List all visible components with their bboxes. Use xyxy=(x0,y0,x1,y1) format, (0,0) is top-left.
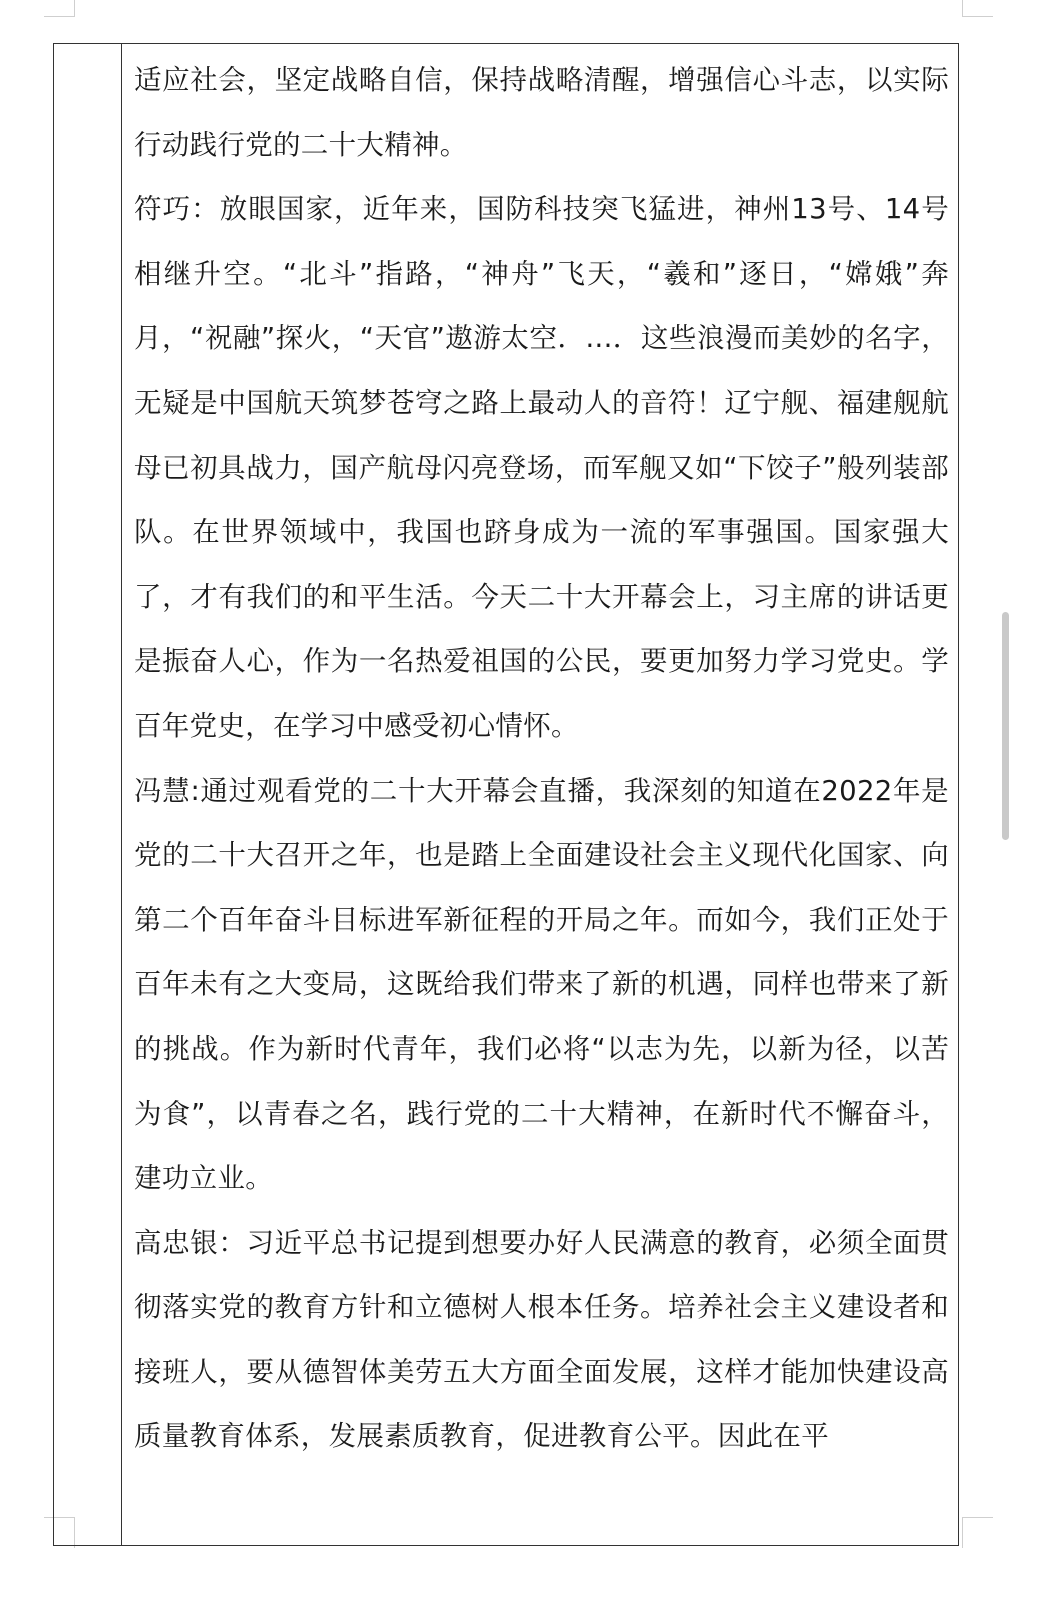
crop-mark-top-right xyxy=(962,0,993,17)
vertical-scrollbar-thumb[interactable] xyxy=(1002,612,1009,840)
crop-mark-top-left xyxy=(44,0,75,17)
paragraph-intro-continuation: 适应社会，坚定战略自信，保持战略清醒，增强信心斗志，以实际行动践行党的二十大精神。 xyxy=(134,64,949,161)
table-frame xyxy=(53,43,959,1546)
table-content-cell[interactable] xyxy=(134,44,949,1469)
paragraph-gao-zhongyin: 高忠银：习近平总书记提到想要办好人民满意的教育，必须全面贯彻落实党的教育方针和立德树人根本任务。培养社会主义建设者和接班人，要从德智体美劳五大方面全面发展，这样才能加快建设高质量教育体系，发展素质教育，促进教育公平。因此在平 xyxy=(134,1226,949,1453)
paragraph-fu-qiao: 符巧：放眼国家，近年来，国防科技突飞猛进，神州13号、14号相继升空。“北斗”指路，“神舟”飞天，“羲和”逐日，“嫦娥”奔月，“祝融”探火，“天官”遨游太空．...．这些浪漫而美妙的名字，无疑是中国航天筑梦苍穹之路上最动人的音符！辽宁舰、福建舰航母已初具战力，国产航母闪亮登场，而军舰又如“下饺子”般列装部队。在世界领域中，我国也跻身成为一流的军事强国。国家强大了，才有我们的和平生活。今天二十大开幕会上，习主席的讲话更是振奋人心，作为一名热爱祖国的公民，要更加努力学习党史。学百年党史，在学习中感受初心情怀。 xyxy=(134,193,949,742)
paragraph-feng-hui: 冯慧:通过观看党的二十大开幕会直播，我深刻的知道在2022年是党的二十大召开之年，也是踏上全面建设社会主义现代化国家、向第二个百年奋斗目标进军新征程的开局之年。而如今，我们正处于百年未有之大变局，这既给我们带来了新的机遇，同样也带来了新的挑战。作为新时代青年，我们必将“以志为先，以新为径，以苦为食”，以青春之名，践行党的二十大精神，在新时代不懈奋斗，建功立业。 xyxy=(134,774,949,1195)
table-left-column xyxy=(54,44,122,1545)
crop-mark-bottom-right xyxy=(962,1517,993,1548)
